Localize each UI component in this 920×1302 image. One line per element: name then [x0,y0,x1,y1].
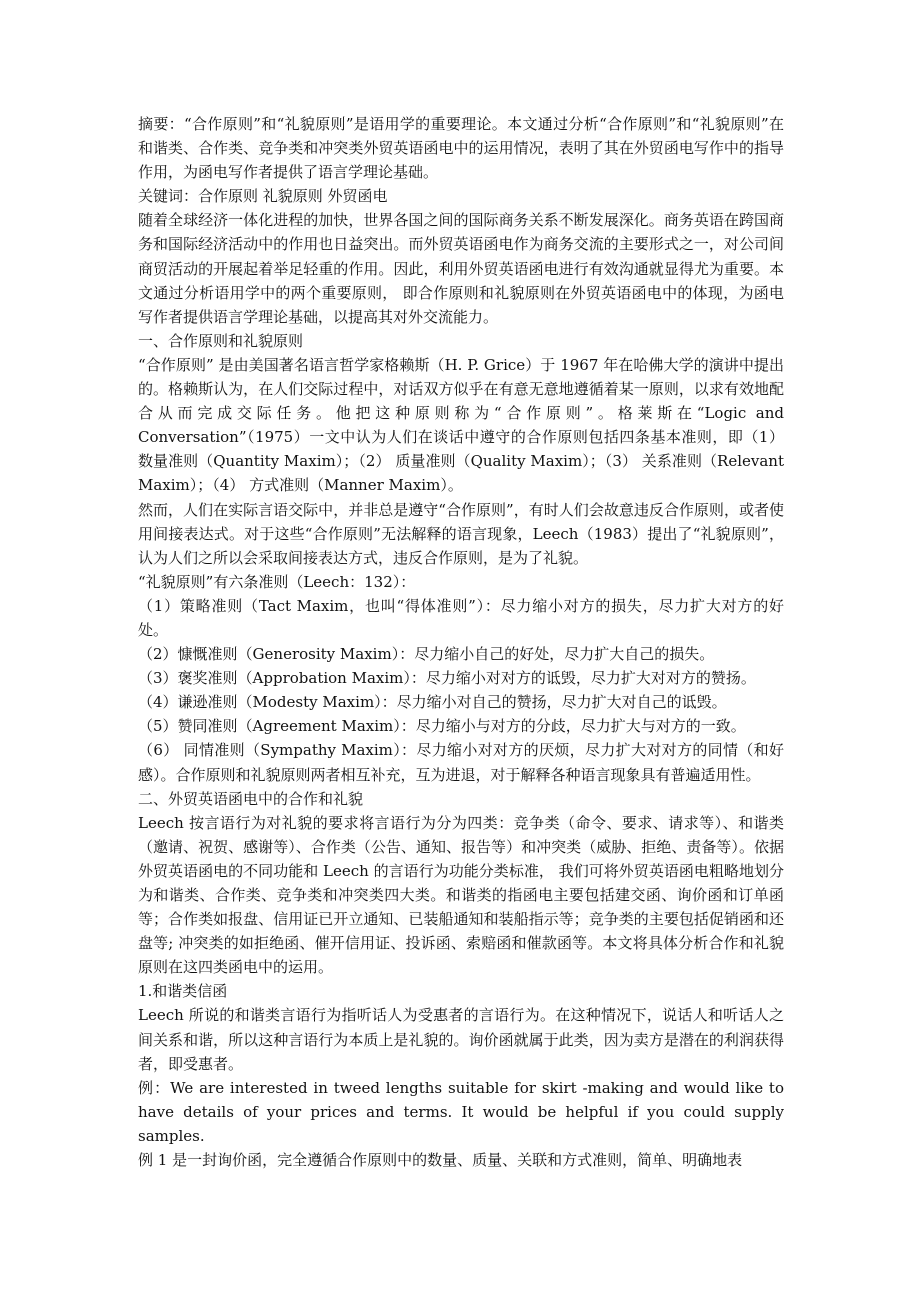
maxim-item-sympathy: （6） 同情准则（Sympathy Maxim）：尽力缩小对对方的厌烦，尽力扩大对对方的同情（和好感）。合作原则和礼貌原则两者相互补充，互为进退，对于解释各种语言现象具有普遍适用性。 [138,741,784,784]
politeness-maxims-heading: “礼貌原则”有六条准则（Leech：132）： [138,572,416,591]
intro-paragraph: 随着全球经济一体化进程的加快，世界各国之间的国际商务关系不断发展深化。商务英语在跨国商务和国际经济活动中的作用也日益突出。而外贸英语函电作为商务交流的主要形式之一，对公司间商贸活动的开展起着举足轻重的作用。因此，利用外贸英语函电进行有效沟通就显得尤为重要。本文通过分析语用学中的两个重要原则， 即合作原则和礼貌原则在外贸英语函电中的体现，为函电写作者提供语言学理论基础，以提高其对外交流能力。 [138,211,784,326]
subsection-heading-1: 1.和谐类信函 [138,982,228,1001]
maxim-item-tact: （1）策略准则（Tact Maxim，也叫“得体准则”）：尽力缩小对方的损失，尽力扩大对方的好处。 [138,596,784,639]
letter-classification-paragraph: Leech 按言语行为对礼貌的要求将言语行为分为四类：竞争类（命令、要求、请求等）、和谐类（邀请、祝贺、感谢等）、合作类（公告、通知、报告等）和冲突类（威胁、拒绝、责备等）。依据外贸英语函电的不同功能和 Leech 的言语行为功能分类标准， 我们可将外贸英语函电粗略地划分为和谐类、合作类、竞争类和冲突类四大类。和谐类的指函电主要包括建交函、询价函和订单函等；合作类如报盘、信用证已开立通知、已装船通知和装船指示等；竞争类的主要包括促销函和还盘等; 冲突类的如拒绝函、催开信用证、投诉函、索赔函和催款函等。本文将具体分析合作和礼貌原则在这四类函电中的运用。 [138,813,784,977]
maxim-item-approbation: （3）褒奖准则（Approbation Maxim）：尽力缩小对对方的诋毁，尽力扩大对对方的赞扬。 [138,669,756,688]
maxim-item-agreement: （5）赞同准则（Agreement Maxim）：尽力缩小与对方的分歧，尽力扩大与对方的一致。 [138,717,746,736]
abstract-paragraph: 摘要：“合作原则”和“礼貌原则”是语用学的重要理论。本文通过分析“合作原则”和“礼貌原则”在和谐类、合作类、竞争类和冲突类外贸英语函电中的运用情况，表明了其在外贸函电写作中的指导作用，为函电写作者提供了语言学理论基础。 [138,115,784,182]
section-heading-2: 二、外贸英语函电中的合作和礼貌 [138,789,364,808]
keywords-paragraph: 关键词：合作原则 礼貌原则 外贸函电 [138,187,388,206]
maxim-item-generosity: （2）慷慨准则（Generosity Maxim）：尽力缩小自己的好处，尽力扩大自己的损失。 [138,645,715,664]
document-body [138,112,784,1172]
example-paragraph: 例：We are interested in tweed lengths suitable for skirt -making and would like to have details of your prices and terms. It would be helpful if you could supply samples. [138,1078,784,1145]
politeness-intro-paragraph: 然而，人们在实际言语交际中，并非总是遵守“合作原则”，有时人们会故意违反合作原则，或者使用间接表达式。对于这些“合作原则”无法解释的语言现象，Leech（1983）提出了“礼貌原则”，认为人们之所以会采取间接表达方式，违反合作原则，是为了礼貌。 [138,500,784,567]
maxim-item-modesty: （4）谦逊准则（Modesty Maxim）：尽力缩小对自己的赞扬，尽力扩大对自己的诋毁。 [138,693,727,712]
section-heading-1: 一、合作原则和礼貌原则 [138,331,304,350]
example-analysis-paragraph: 例 1 是一封询价函，完全遵循合作原则中的数量、质量、关联和方式准则，简单、明确地表 [138,1151,743,1170]
cooperative-principle-paragraph: “合作原则” 是由美国著名语言哲学家格赖斯（H. P. Grice）于 1967 年在哈佛大学的演讲中提出的。格赖斯认为，在人们交际过程中，对话双方似乎在有意无意地遵循着某一原则，以求有效地配合从而完成交际任务。他把这种原则称为“合作原则”。格莱斯在“Logic and Conversation”（1975）一文中认为人们在谈话中遵守的合作原则包括四条基本准则，即（1） 数量准则（Quantity Maxim）；（2） 质量准则（Quality Maxim）；（3） 关系准则（Relevant Maxim）；（4） 方式准则（Manner Maxim）。 [138,355,784,495]
harmonious-letters-paragraph: Leech 所说的和谐类言语行为指听话人为受惠者的言语行为。在这种情况下，说话人和听话人之间关系和谐，所以这种言语行为本质上是礼貌的。询价函就属于此类，因为卖方是潜在的利润获得者，即受惠者。 [138,1006,784,1073]
